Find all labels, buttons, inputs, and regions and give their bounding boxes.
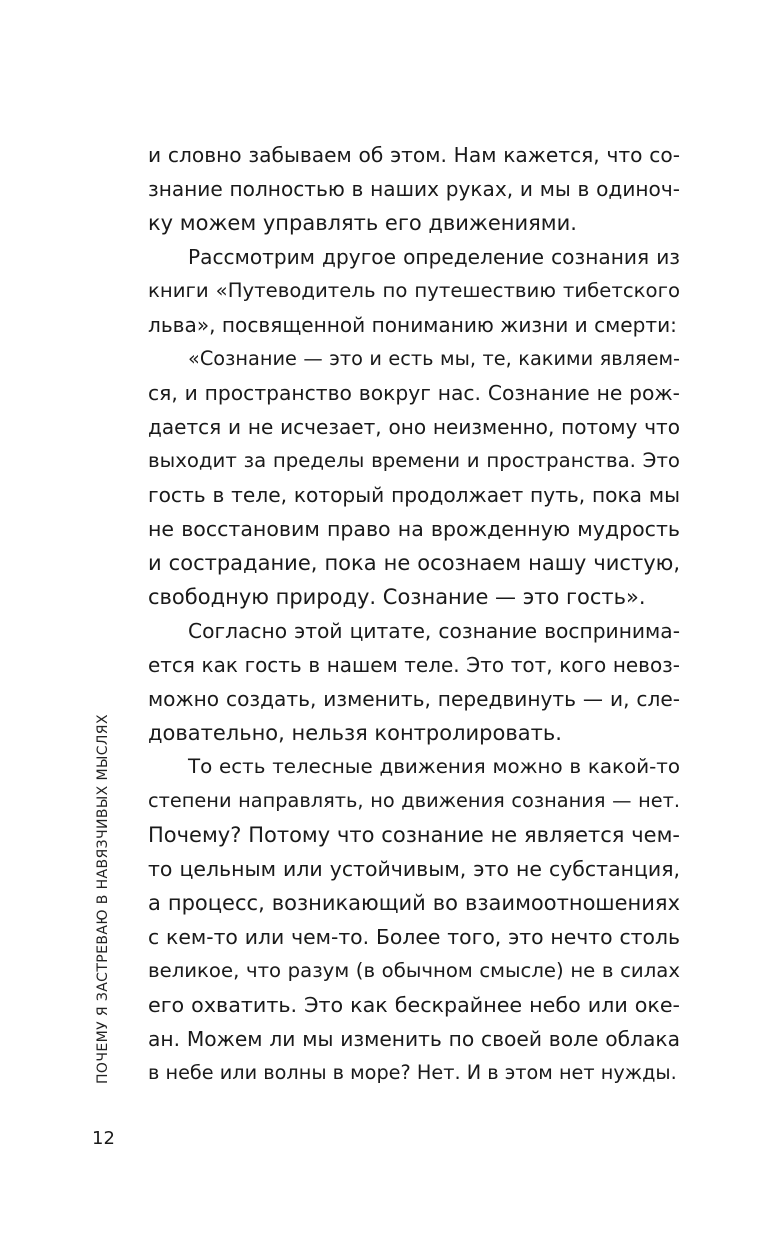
text-line: То есть телесные движения можно в какой-то [188, 755, 680, 778]
text-line: можно создать, изменить, передвинуть — и, сле- [148, 687, 680, 711]
text-line: ку можем управлять его движениями. [148, 211, 577, 235]
text-line: Согласно этой цитате, сознание воспринима- [188, 619, 680, 643]
text-line: «Сознание — это и есть мы, те, какими являем- [188, 347, 680, 370]
text-line: степени направлять, но движения сознания — нет. [148, 789, 680, 812]
running-head: ПОЧЕМУ Я ЗАСТРЕВАЮ В НАВЯЗЧИВЫХ МЫСЛЯХ [95, 714, 111, 1084]
text-line: знание полностью в наших руках, и мы в одиноч- [148, 177, 680, 201]
text-line: не восстановим право на врожденную мудрость [148, 517, 680, 541]
text-line: ан. Можем ли мы изменить по своей воле облака [148, 1027, 680, 1051]
text-line: и словно забываем об этом. Нам кажется, что со- [148, 143, 680, 167]
text-line: довательно, нельзя контролировать. [148, 721, 562, 745]
body-text [148, 138, 680, 1090]
text-line: свободную природу. Сознание — это гость». [148, 585, 646, 609]
text-line: в небе или волны в море? Нет. И в этом нет нужды. [148, 1061, 677, 1084]
text-line: Почему? Потому что сознание не является чем- [148, 823, 680, 847]
text-line: с кем-то или чем-то. Более того, это нечто столь [148, 925, 680, 949]
text-line: дается и не исчезает, оно неизменно, потому что [148, 415, 680, 439]
text-line: великое, что разум (в обычном смысле) не в силах [148, 959, 680, 982]
text-line: его охватить. Это как бескрайнее небо или оке- [148, 993, 680, 1017]
text-line: льва», посвященной пониманию жизни и смерти: [148, 313, 677, 337]
text-line: а процесс, возникающий во взаимоотношениях [148, 891, 680, 915]
text-line: ся, и пространство вокруг нас. Сознание не рож- [148, 381, 680, 405]
text-line: гость в теле, который продолжает путь, пока мы [148, 483, 680, 507]
text-line: ется как гость в нашем теле. Это тот, кого невоз- [148, 653, 680, 677]
text-line: книги «Путеводитель по путешествию тибетского [148, 279, 680, 302]
text-line: выходит за пределы времени и пространства. Это [148, 449, 680, 472]
text-line: Рассмотрим другое определение сознания из [188, 245, 680, 269]
page-number: 12 [92, 1128, 115, 1149]
text-line: то цельным или устойчивым, это не субстанция, [148, 857, 680, 881]
text-line: и сострадание, пока не осознаем нашу чистую, [148, 551, 680, 575]
